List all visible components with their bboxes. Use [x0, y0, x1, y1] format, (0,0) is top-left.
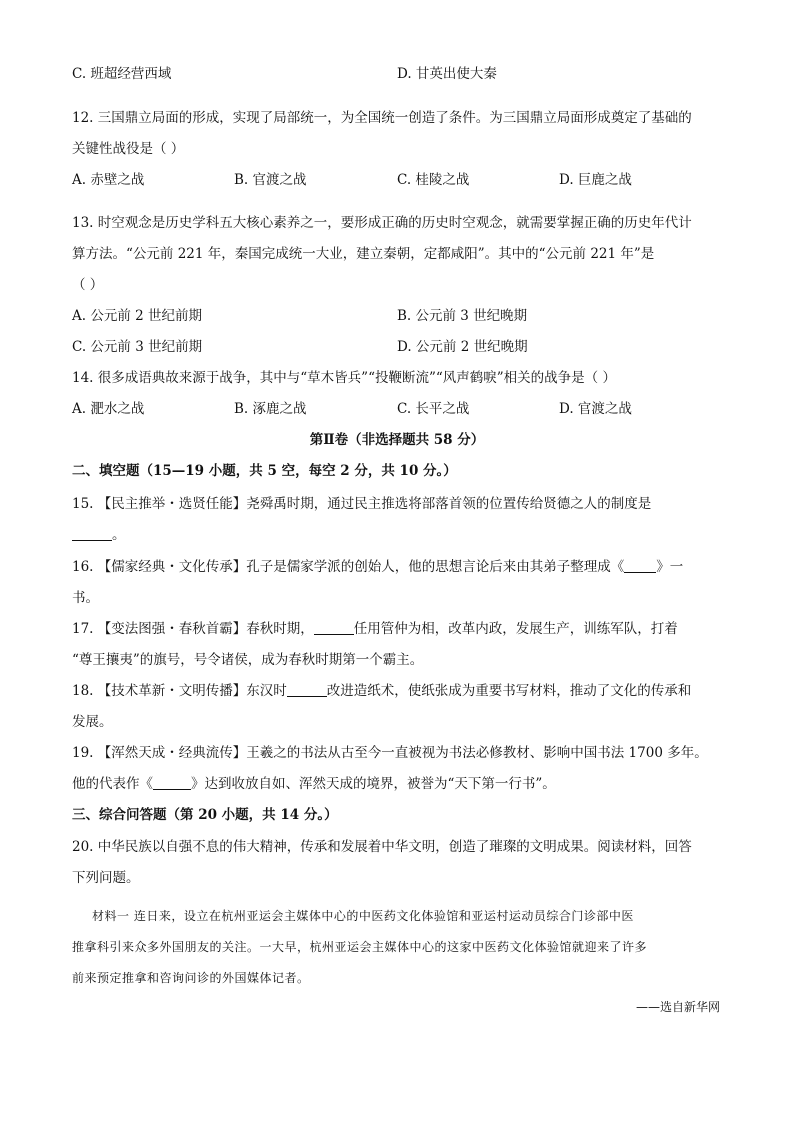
q20-material-source: ——选自新华网	[635, 1000, 720, 1014]
q15-answer-blank[interactable]	[72, 526, 112, 541]
q15-line1: 15. 【民主推举・选贤任能】尧舜禹时期，通过民主推选将部落首领的位置传给贤德之人的制度是	[72, 496, 652, 512]
q16-answer-blank[interactable]	[624, 558, 656, 573]
q19-answer-blank[interactable]	[153, 775, 191, 790]
part2-title: 第Ⅱ卷（非选择题共 58 分）	[309, 432, 485, 448]
q20-line2: 下列问题。	[72, 870, 140, 886]
q12-stem-line2: 关键性战役是（ ）	[72, 141, 185, 157]
q11-option-d[interactable]: D. 甘英出使大秦	[397, 66, 497, 82]
q16-line1: 16. 【儒家经典・文化传承】孔子是儒家学派的创始人，他的思想言论后来由其弟子整理成《 》一	[72, 559, 684, 575]
q13-option-d[interactable]: D. 公元前 2 世纪晚期	[397, 339, 528, 355]
q12-option-d[interactable]: D. 巨鹿之战	[559, 172, 632, 188]
q11-option-c[interactable]: C. 班超经营西域	[72, 66, 172, 82]
q17-line1: 17. 【变法图强・春秋首霸】春秋时期， 任用管仲为相，改革内政，发展生产，训练军队，打着	[72, 621, 678, 637]
q19-line2: 他的代表作《 》达到收放自如、浑然天成的境界，被誉为“天下第一行书”。	[72, 776, 556, 792]
q20-material-line2: 推拿科引来众多外国朋友的关注。一大早，杭州亚运会主媒体中心的这家中医药文化体验馆就迎来了许多	[72, 940, 648, 954]
q18-answer-blank[interactable]	[287, 682, 327, 697]
q12-option-b[interactable]: B. 官渡之战	[234, 172, 307, 188]
q12-option-a[interactable]: A. 赤壁之战	[72, 172, 145, 188]
section2-title: 二、填空题（15—19 小题，共 5 空，每空 2 分，共 10 分。）	[72, 463, 457, 479]
q20-line1: 20. 中华民族以自强不息的伟大精神，传承和发展着中华文明，创造了璀璨的文明成果。阅读材料，回答	[72, 839, 692, 855]
q20-material-line3: 前来预定推拿和咨询问诊的外国媒体记者。	[72, 971, 310, 985]
q14-stem: 14. 很多成语典故来源于战争，其中与“草木皆兵”“投鞭断流”“风声鹤唳”相关的战争是（ ）	[72, 370, 616, 386]
q18-line2: 发展。	[72, 714, 113, 730]
section3-title: 三、综合问答题（第 20 小题，共 14 分。）	[72, 807, 338, 823]
q12-stem-line1: 12. 三国鼎立局面的形成，实现了局部统一，为全国统一创造了条件。为三国鼎立局面形成奠定了基础的	[72, 110, 692, 126]
q13-option-c[interactable]: C. 公元前 3 世纪前期	[72, 339, 203, 355]
q16-line2: 书。	[72, 590, 99, 606]
q19-line1: 19. 【浑然天成・经典流传】王羲之的书法从古至今一直被视为书法必修教材、影响中国书法 1700 多年。	[72, 745, 708, 761]
q17-line2: “尊王攘夷”的旗号，号令诸侯，成为春秋时期第一个霸主。	[72, 652, 424, 668]
q13-stem-line2: 算方法。“公元前 221 年，秦国完成统一大业，建立秦朝，定都咸阳”。其中的“公元前 221 年”是	[72, 246, 655, 262]
q14-option-d[interactable]: D. 官渡之战	[559, 401, 632, 417]
q14-option-a[interactable]: A. 淝水之战	[72, 401, 145, 417]
q13-option-a[interactable]: A. 公元前 2 世纪前期	[72, 308, 203, 324]
q20-material-line1: 材料一 连日来，设立在杭州亚运会主媒体中心的中医药文化体验馆和亚运村运动员综合门诊部中医	[92, 909, 634, 923]
q13-stem-line3: （ ）	[72, 277, 104, 293]
q14-option-b[interactable]: B. 涿鹿之战	[234, 401, 307, 417]
q14-option-c[interactable]: C. 长平之战	[397, 401, 470, 417]
q18-line1: 18. 【技术革新・文明传播】东汉时 改进造纸术，使纸张成为重要书写材料，推动了文化的传承和	[72, 683, 692, 699]
q13-option-b[interactable]: B. 公元前 3 世纪晚期	[397, 308, 528, 324]
q12-option-c[interactable]: C. 桂陵之战	[397, 172, 470, 188]
q17-answer-blank[interactable]	[314, 620, 354, 635]
q15-line2: 。	[72, 525, 126, 545]
q13-stem-line1: 13. 时空观念是历史学科五大核心素养之一，要形成正确的历史时空观念，就需要掌握正确的历史年代计	[72, 215, 692, 231]
